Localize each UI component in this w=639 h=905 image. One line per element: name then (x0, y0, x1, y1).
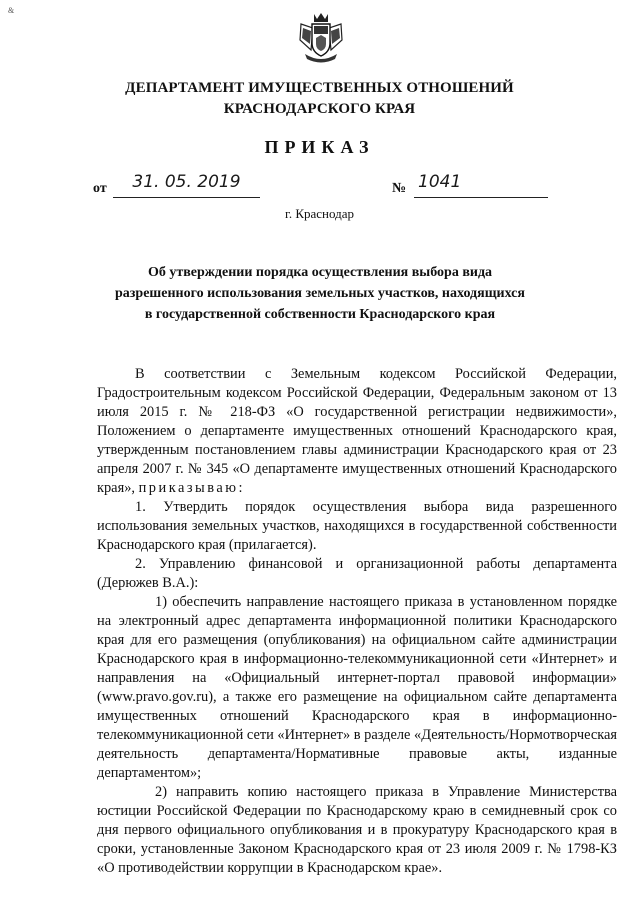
item-2-2: 2) направить копию настоящего приказа в Управление Министерства юстиции Российской Федерации по Краснодарскому краю в семидневный срок со дня первого официального опубликования и в прокуратуру Краснодарского края в сроки, установленные Законом Краснодарского края от 23 июля 2009 г. № 1798-КЗ «О противодействии коррупции в Краснодарском крае». (97, 784, 617, 876)
item-2-1: 1) обеспечить направление настоящего приказа в установленном порядке на электронный адрес департамента информационной политики Краснодарского края для его размещения (опубликования) на официальном сайте администрации Краснодарского края в информационно-телекоммуникационной сети «Интернет» и направления на «Официальный интернет-портал правовой информации» (www.pravo.gov.ru), а также его размещение на официальном сайте департамента имущественных отношений Краснодарского края в информационно-телекоммуникационной сети «Интернет» в разделе «Деятельность/Нормотворческая деятельность департамента/Нормативные правовые акты, изданные департаментом»; (97, 594, 617, 781)
date-label: от (93, 181, 107, 196)
item-2: 2. Управлению финансовой и организационной работы департамента (Дерюжев В.А.): (97, 556, 617, 591)
krasnodar-coat-of-arms-icon (297, 10, 345, 64)
preamble-text: В соответствии с Земельным кодексом Российской Федерации, Градостроительным кодексом Российской Федерации, Федеральным законом от 13 июля 2015 г. № 218-ФЗ «О государственной регистрации недвижимости», Положением о департаменте имущественных отношений Краснодарского края, утвержденным постановлением главы администрации Краснодарского края от 23 апреля 2007 г. № 345 «О департаменте имущественных отношений Краснодарского края», (97, 366, 617, 496)
preamble-paragraph (97, 365, 617, 498)
corner-mark: & (8, 6, 15, 15)
order-keyword: приказываю: (138, 480, 245, 496)
document-body (97, 365, 617, 878)
number-value: 1041 (418, 172, 462, 192)
number-label: № (392, 181, 407, 196)
date-underline (113, 197, 260, 198)
department-title-line1: ДЕПАРТАМЕНТ ИМУЩЕСТВЕННЫХ ОТНОШЕНИЙ (125, 80, 514, 96)
department-title-line2: КРАСНОДАРСКОГО КРАЯ (223, 101, 416, 117)
document-type: ПРИКАЗ (264, 137, 375, 157)
item-1: 1. Утвердить порядок осуществления выбора вида разрешенного использования земельных участков, находящихся в государственной собственности Краснодарского края (прилагается). (97, 499, 617, 553)
subject-title: Об утверждении порядка осуществления выбора вида разрешенного использования земельных участков, находящихся в государственной собственности Краснодарского края (115, 265, 525, 322)
date-value: 31. 05. 2019 (132, 172, 241, 192)
number-underline (414, 197, 548, 198)
city: г. Краснодар (284, 206, 355, 221)
